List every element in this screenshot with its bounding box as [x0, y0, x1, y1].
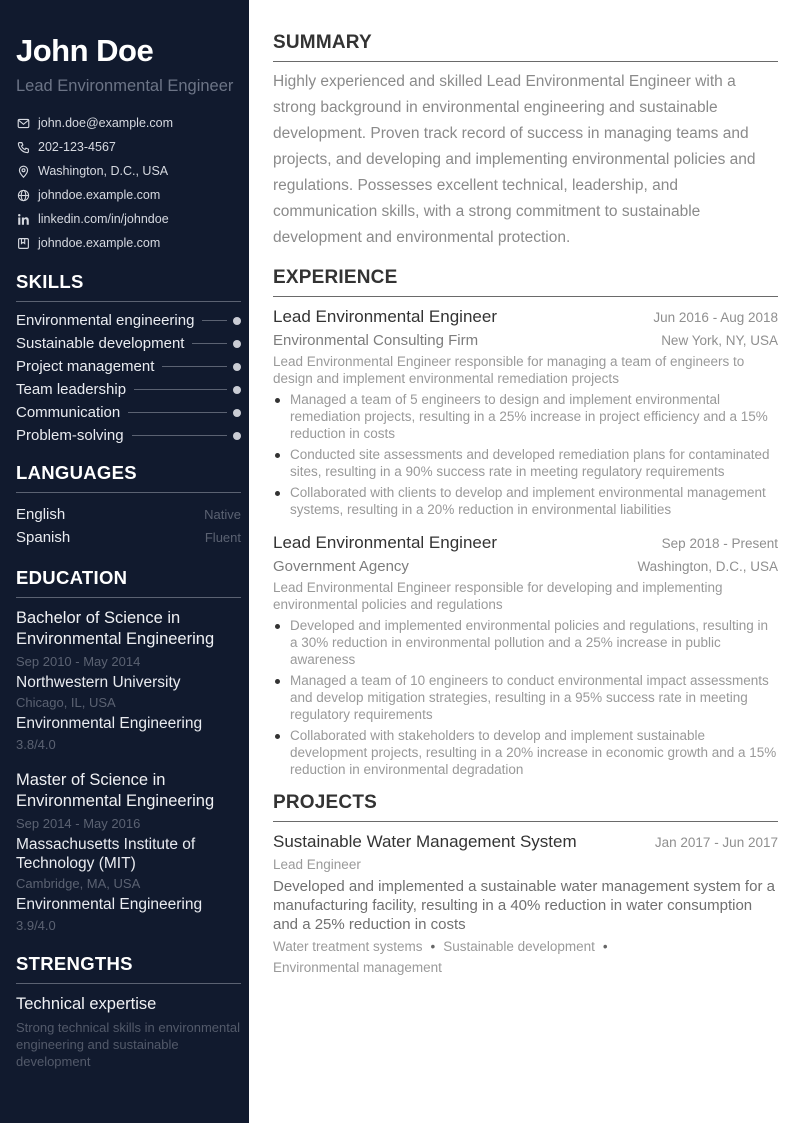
strength-item — [16, 994, 241, 1070]
job-achievements — [273, 391, 778, 518]
job-company: Government Agency — [273, 558, 409, 575]
experience-item — [273, 306, 778, 518]
skill-label: Team leadership — [16, 381, 127, 398]
strength-description: Strong technical skills in environmental engineering and sustainable development — [16, 1020, 240, 1069]
contact-location — [16, 159, 241, 183]
contact-location-text: Washington, D.C., USA — [38, 164, 169, 178]
education-degree: Master of Science in Environmental Engineering — [16, 771, 215, 810]
skills-list — [16, 309, 241, 447]
project-item — [273, 831, 778, 978]
contact-phone-text: 202-123-4567 — [38, 140, 116, 154]
job-title: Lead Environmental Engineer — [273, 307, 497, 326]
job-achievements — [273, 617, 778, 778]
job-company: Environmental Consulting Firm — [273, 332, 479, 349]
skill-item — [16, 332, 241, 355]
skill-item — [16, 401, 241, 424]
language-name: Spanish — [16, 529, 71, 546]
strengths-heading: STRENGTHS — [16, 953, 241, 984]
language-item — [16, 503, 241, 526]
bookmark-icon — [16, 236, 30, 250]
contact-website-text: johndoe.example.com — [38, 188, 161, 202]
skills-heading: SKILLS — [16, 271, 241, 302]
tag-separator: • — [430, 939, 436, 954]
phone-icon — [16, 140, 30, 154]
contact-email[interactable] — [16, 111, 241, 135]
project-role: Lead Engineer — [273, 857, 361, 872]
skill-dot — [233, 432, 241, 440]
education-gpa: 3.8/4.0 — [16, 737, 56, 752]
skill-divider — [128, 412, 227, 413]
achievement-item: Managed a team of 10 engineers to conduct environmental impact assessments and develop mitigation strategies, resulting in a 95% success rate in meeting regulatory requirements — [273, 672, 778, 723]
job-description: Lead Environmental Engineer responsible for developing and implementing environmental policies and regulations — [273, 580, 723, 612]
achievement-item: Developed and implemented environmental policies and regulations, resulting in a 30% reduction in environmental pollution and a 25% increase in public awareness — [273, 617, 778, 668]
education-heading: EDUCATION — [16, 567, 241, 598]
achievement-item: Managed a team of 5 engineers to design and implement environmental remediation projects, resulting in a 25% increase in project efficiency and a 15% reduction in costs — [273, 391, 778, 442]
skill-divider — [134, 389, 227, 390]
skill-label: Environmental engineering — [16, 312, 195, 329]
education-field: Environmental Engineering — [16, 896, 203, 913]
job-date: Sep 2018 - Present — [661, 536, 778, 551]
mail-icon — [16, 116, 30, 130]
strength-title: Technical expertise — [16, 995, 157, 1013]
education-school: Massachusetts Institute of Technology (MIT) — [16, 836, 196, 872]
contact-linkedin[interactable] — [16, 207, 241, 231]
language-name: English — [16, 506, 66, 523]
summary-heading: SUMMARY — [273, 32, 778, 62]
person-title: Lead Environmental Engineer — [16, 77, 234, 95]
education-school: Northwestern University — [16, 674, 181, 691]
education-location: Chicago, IL, USA — [16, 695, 116, 710]
skill-label: Communication — [16, 404, 121, 421]
skill-dot — [233, 317, 241, 325]
experience-heading: EXPERIENCE — [273, 267, 778, 297]
location-pin-icon — [16, 164, 30, 178]
skill-label: Sustainable development — [16, 335, 185, 352]
person-name: John Doe — [16, 33, 154, 68]
project-tag: Water treatment systems — [273, 939, 423, 954]
job-title: Lead Environmental Engineer — [273, 533, 497, 552]
job-location: Washington, D.C., USA — [637, 559, 778, 574]
education-date: Sep 2014 - May 2016 — [16, 816, 141, 831]
languages-heading: LANGUAGES — [16, 462, 241, 493]
achievement-item: Collaborated with clients to develop and implement environmental management systems, resulting in a 20% reduction in environmental liabilities — [273, 484, 778, 518]
skill-dot — [233, 340, 241, 348]
achievement-item: Conducted site assessments and developed remediation plans for contaminated sites, resulting in a 90% success rate in meeting regulatory requirements — [273, 446, 778, 480]
contact-phone[interactable] — [16, 135, 241, 159]
contact-website[interactable] — [16, 183, 241, 207]
skill-item — [16, 309, 241, 332]
contact-linkedin-text: linkedin.com/in/johndoe — [38, 212, 169, 226]
skill-dot — [233, 386, 241, 394]
skill-dot — [233, 363, 241, 371]
education-location: Cambridge, MA, USA — [16, 876, 141, 891]
skill-divider — [192, 343, 227, 344]
job-description: Lead Environmental Engineer responsible for managing a team of engineers to design and implement environmental remediation projects — [273, 354, 745, 386]
skill-dot — [233, 409, 241, 417]
skill-item — [16, 424, 241, 447]
skill-item — [16, 378, 241, 401]
language-item — [16, 526, 241, 549]
contact-portfolio[interactable] — [16, 231, 241, 255]
language-level: Native — [204, 507, 241, 522]
contact-list — [16, 111, 241, 255]
project-tag: Sustainable development — [443, 939, 595, 954]
education-gpa: 3.9/4.0 — [16, 918, 56, 933]
achievement-item: Collaborated with stakeholders to develop and implement sustainable development projects, resulting in a 20% increase in economic growth and a 15% reduction in environmental degradation — [273, 727, 778, 778]
skill-divider — [162, 366, 227, 367]
linkedin-icon — [16, 212, 30, 226]
project-date: Jan 2017 - Jun 2017 — [654, 835, 778, 850]
job-date: Jun 2016 - Aug 2018 — [653, 310, 778, 325]
project-tag: Environmental management — [273, 960, 442, 975]
project-tags — [273, 936, 778, 978]
skill-divider — [202, 320, 227, 321]
education-degree: Bachelor of Science in Environmental Engineering — [16, 609, 215, 648]
education-date: Sep 2010 - May 2014 — [16, 654, 141, 669]
sidebar — [0, 0, 249, 1123]
skill-label: Problem-solving — [16, 427, 124, 444]
education-field: Environmental Engineering — [16, 715, 203, 732]
education-item — [16, 608, 241, 755]
project-title: Sustainable Water Management System — [273, 832, 577, 851]
contact-email-text: john.doe@example.com — [38, 116, 173, 130]
project-description: Developed and implemented a sustainable water management system for a manufacturing facility, resulting in a 40% reduction in water consumption and a 25% reduction in costs — [273, 878, 775, 933]
education-item — [16, 770, 241, 936]
skill-divider — [132, 435, 227, 436]
skill-item — [16, 355, 241, 378]
tag-separator: • — [602, 939, 608, 954]
skill-label: Project management — [16, 358, 155, 375]
experience-item — [273, 532, 778, 778]
globe-icon — [16, 188, 30, 202]
projects-heading: PROJECTS — [273, 792, 778, 822]
contact-portfolio-text: johndoe.example.com — [38, 236, 161, 250]
main-content — [273, 32, 778, 978]
languages-list — [16, 503, 241, 549]
language-level: Fluent — [204, 530, 241, 545]
summary-text: Highly experienced and skilled Lead Environmental Engineer with a strong background in environmental engineering and sustainable development. Proven track record of success in managing teams and projects, and developing and implementing environmental policies and regulations. Possesses excellent technical, leadership, and communication skills, with a strong commitment to sustainable development and environmental protection. — [273, 73, 756, 246]
job-location: New York, NY, USA — [661, 333, 778, 348]
